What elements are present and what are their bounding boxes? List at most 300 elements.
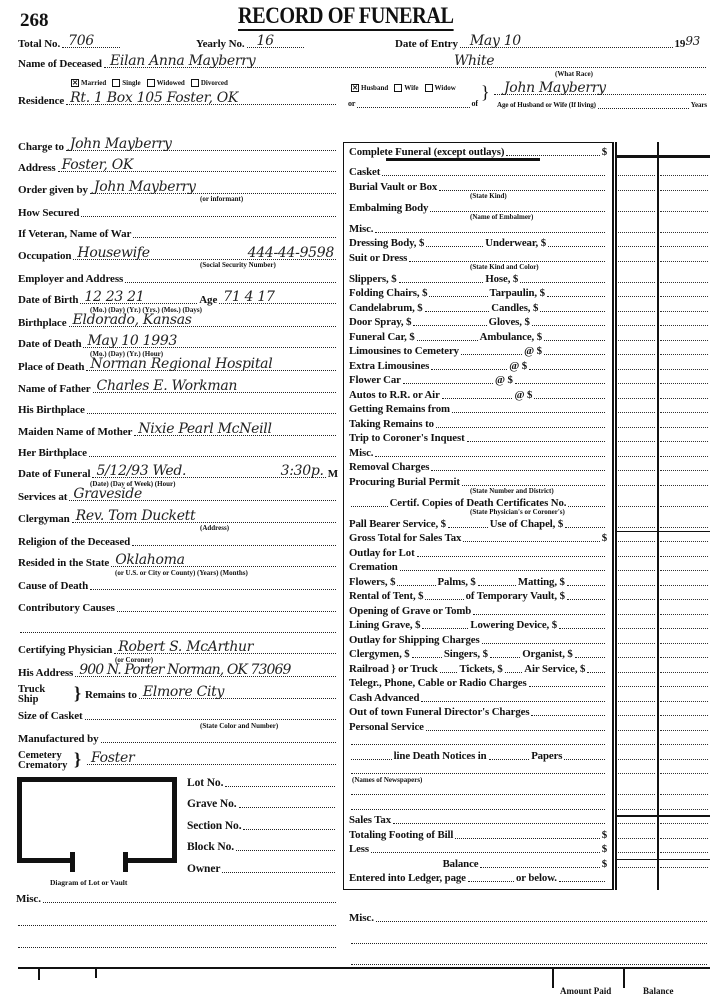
misc-line[interactable]	[349, 955, 709, 967]
amount-blank[interactable]	[440, 671, 458, 673]
amount-cell[interactable]	[660, 353, 708, 355]
block-no-field[interactable]: Block No.	[187, 841, 337, 853]
amount-cell[interactable]	[618, 598, 655, 600]
amount-cell[interactable]	[660, 189, 708, 191]
blank-row[interactable]	[349, 800, 607, 812]
pall-bearer-service-use-of-chapel-row[interactable]: Pall Bearer Service, $ Use of Chapel, $	[349, 518, 607, 530]
amount-cell[interactable]	[618, 353, 655, 355]
amount-blank[interactable]	[399, 281, 484, 283]
contributory-causes-field[interactable]	[18, 602, 338, 614]
amount-cell[interactable]	[660, 339, 708, 341]
slippers-hose-row[interactable]: Slippers, $ Hose, $	[349, 273, 607, 285]
occupation-field[interactable]	[18, 244, 338, 262]
field-value: Oklahoma	[115, 552, 185, 569]
date-of-entry-value: May 10	[469, 33, 521, 49]
misc-line[interactable]	[349, 934, 709, 946]
misc-line[interactable]	[16, 916, 338, 928]
amount-cell[interactable]	[618, 613, 655, 615]
amount-cell[interactable]	[660, 310, 708, 312]
amount-blank[interactable]	[397, 584, 435, 586]
amount-cell[interactable]	[660, 772, 708, 774]
amount-cell[interactable]	[618, 382, 655, 384]
amount-blank[interactable]	[567, 584, 605, 586]
removal-charges-row[interactable]: Removal Charges	[349, 461, 607, 473]
amount-cell[interactable]	[618, 440, 655, 442]
cremation-row[interactable]: Cremation	[349, 561, 607, 573]
amount-cell[interactable]	[660, 743, 708, 745]
amount-cell[interactable]	[618, 671, 655, 673]
amount-cell[interactable]	[660, 584, 708, 586]
field-label: Religion of the Deceased	[18, 535, 131, 548]
misc-row[interactable]: Misc.	[349, 223, 607, 235]
telegr-phone-cable-or-radio-charges-row[interactable]: Telegr., Phone, Cable or Radio Charges	[349, 677, 607, 689]
amount-cell[interactable]	[660, 174, 708, 176]
widowed-checkbox[interactable]	[147, 79, 155, 87]
clergymen-singers-organist-row[interactable]: Clergymen, $ Singers, $ Organist, $	[349, 648, 607, 660]
amount-cell[interactable]	[660, 455, 708, 457]
birthplace-field[interactable]	[18, 312, 338, 329]
amount-cell[interactable]	[660, 866, 708, 868]
row-caption: (Names of Newspapers)	[352, 775, 423, 784]
owner-field[interactable]: Owner	[187, 863, 337, 875]
lot-no-field[interactable]: Lot No.	[187, 777, 337, 789]
amount-cell[interactable]	[618, 397, 655, 399]
amount-blank[interactable]	[520, 281, 605, 283]
name-of-deceased-field[interactable]: Name of Deceased Eilan Anna Mayberry White	[18, 58, 708, 70]
amount-cell[interactable]	[618, 526, 655, 528]
footer-rule	[18, 967, 710, 969]
amount-cell[interactable]	[618, 808, 655, 810]
amount-cell[interactable]	[660, 540, 708, 542]
field-label: Date of Birth	[18, 294, 79, 306]
certif-copies-of-death-certificates-no-row[interactable]: Certif. Copies of Death Certificates No.	[349, 497, 607, 509]
taking-remains-to-row[interactable]: Taking Remains to	[349, 418, 607, 430]
amount-blank[interactable]	[351, 758, 392, 760]
amount-cell[interactable]	[660, 231, 708, 233]
railroad-or-truck-tickets-air-service-row[interactable]: Railroad } or Truck Tickets, $ Air Service, $	[349, 663, 607, 675]
amount-cell[interactable]	[660, 440, 708, 442]
blank-field[interactable]	[18, 623, 338, 635]
his-address-field[interactable]	[18, 662, 338, 680]
amount-cell[interactable]	[618, 729, 655, 731]
amount-cell[interactable]	[618, 837, 655, 839]
date-of-entry-field[interactable]: Date of Entry May 10 19 93	[395, 33, 700, 50]
amount-blank[interactable]	[431, 368, 507, 370]
amount-cell[interactable]	[660, 822, 708, 824]
amount-cell[interactable]	[660, 484, 708, 486]
cause-of-death-field[interactable]	[18, 580, 338, 592]
amount-cell[interactable]	[660, 700, 708, 702]
amount-cell[interactable]	[618, 260, 655, 262]
amount-blank[interactable]	[431, 469, 605, 471]
amount-cell[interactable]	[618, 281, 655, 283]
door-spray-gloves-row[interactable]: Door Spray, $ Gloves, $	[349, 316, 607, 328]
field-caption: (Social Security Number)	[200, 261, 276, 270]
entered-into-ledger-page-or-below-row[interactable]: Entered into Ledger, page or below.	[349, 872, 607, 884]
amount-cell[interactable]	[618, 469, 655, 471]
misc-line[interactable]	[16, 938, 338, 950]
suit-or-dress-row[interactable]: Suit or Dress	[349, 252, 607, 264]
amount-blank[interactable]	[413, 324, 486, 326]
amount-blank[interactable]	[559, 880, 605, 882]
field-label: Maiden Name of Mother	[18, 425, 133, 438]
amount-blank[interactable]	[442, 397, 513, 399]
charge-to-field[interactable]	[18, 136, 338, 153]
field-label: Manufactured by	[18, 733, 99, 746]
amount-cell[interactable]	[660, 324, 708, 326]
amount-blank[interactable]	[439, 189, 605, 191]
amount-blank[interactable]	[409, 260, 605, 262]
field-label: Employer and Address	[18, 272, 124, 285]
employer-and-address-field[interactable]	[18, 273, 338, 285]
amount-cell[interactable]	[618, 743, 655, 745]
marital-status-checkboxes[interactable]	[65, 79, 228, 87]
services-at-field[interactable]	[18, 486, 338, 504]
amount-blank[interactable]	[351, 772, 605, 774]
limousines-to-cemetery-row[interactable]: Limousines to Cemetery @ $	[349, 345, 607, 357]
amount-blank[interactable]	[351, 808, 605, 810]
amount-blank[interactable]	[426, 729, 605, 731]
embalming-body-row[interactable]: Embalming Body	[349, 202, 607, 214]
field-value: Elmore City	[142, 683, 225, 700]
amount-cell[interactable]	[660, 758, 708, 760]
amount-blank[interactable]	[393, 822, 605, 824]
field-value: Norman Regional Hospital	[90, 356, 273, 373]
flower-car-row[interactable]: Flower Car @ $	[349, 374, 607, 386]
amount-blank[interactable]	[473, 613, 605, 615]
total-no-field[interactable]: Total No. 706	[18, 38, 122, 50]
amount-blank[interactable]	[351, 793, 605, 795]
date-of-funeral-field[interactable]: Date of Funeral 5/12/93 Wed. 3:30p. M	[18, 463, 338, 481]
amount-cell[interactable]	[660, 656, 708, 658]
amount-cell[interactable]	[660, 808, 708, 810]
clergyman-field[interactable]	[18, 507, 338, 525]
amount-blank[interactable]	[351, 505, 388, 507]
balance-row[interactable]: Balance $	[349, 857, 607, 870]
divorced-label: Divorced	[200, 79, 228, 87]
amount-blank[interactable]	[532, 324, 605, 326]
bracket-glyph: }	[74, 682, 82, 703]
funeral-car-ambulance-row[interactable]: Funeral Car, $ Ambulance, $	[349, 331, 607, 343]
married-checkbox[interactable]: ✕	[72, 79, 78, 88]
amount-cell[interactable]	[618, 822, 655, 824]
blank-row[interactable]	[349, 764, 607, 776]
amount-blank[interactable]	[375, 231, 605, 233]
amount-cell[interactable]	[618, 656, 655, 658]
amount-blank[interactable]	[412, 656, 442, 658]
casket-row[interactable]: Casket	[349, 166, 607, 178]
amount-cell[interactable]	[618, 540, 655, 542]
amount-cell[interactable]	[660, 613, 708, 615]
amount-cell[interactable]	[660, 368, 708, 370]
amount-cell[interactable]	[618, 851, 655, 853]
amount-cell[interactable]	[660, 382, 708, 384]
amount-cell[interactable]	[660, 714, 708, 716]
candelabrum-candles-row[interactable]: Candelabrum, $ Candles, $	[349, 302, 607, 314]
amount-cell[interactable]	[660, 505, 708, 507]
outlay-for-lot-row[interactable]: Outlay for Lot	[349, 547, 607, 559]
certifying-physician-field[interactable]	[18, 639, 338, 657]
amount-cell[interactable]	[660, 569, 708, 571]
amount-cell[interactable]	[660, 526, 708, 528]
totaling-footing-of-bill-row[interactable]: Totaling Footing of Bill $	[349, 828, 607, 841]
amount-cell[interactable]	[618, 324, 655, 326]
amount-cell[interactable]	[618, 642, 655, 644]
amount-blank[interactable]	[540, 310, 605, 312]
amount-blank[interactable]	[544, 339, 605, 341]
shipment-method-label: Cemetery Crematory }	[18, 748, 82, 771]
wife-checkbox[interactable]	[394, 84, 402, 92]
amount-cell[interactable]	[618, 505, 655, 507]
amount-blank[interactable]	[515, 382, 605, 384]
amount-cell[interactable]	[660, 729, 708, 731]
secondary-value: 3:30p.	[280, 463, 324, 480]
amount-blank[interactable]	[425, 310, 490, 312]
field-caption: (or informant)	[200, 195, 244, 204]
amount-cell[interactable]	[618, 793, 655, 795]
amount-cell[interactable]	[618, 866, 655, 868]
amount-cell[interactable]	[618, 555, 655, 557]
section-no-field[interactable]: Section No.	[187, 820, 337, 832]
blank-row[interactable]	[349, 735, 607, 747]
amount-blank[interactable]	[529, 368, 605, 370]
opening-of-grave-or-tomb-row[interactable]: Opening of Grave or Tomb	[349, 605, 607, 617]
extra-limousines-row[interactable]: Extra Limousines @ $	[349, 360, 607, 372]
amount-cell[interactable]	[660, 851, 708, 853]
amount-blank[interactable]	[564, 758, 605, 760]
burial-vault-or-box-row[interactable]: Burial Vault or Box	[349, 181, 607, 193]
name-of-father-field[interactable]	[18, 377, 338, 395]
amount-cell[interactable]	[618, 310, 655, 312]
column-rule	[612, 142, 614, 890]
field-value: Charles E. Workman	[96, 377, 238, 394]
amount-blank[interactable]	[417, 555, 605, 557]
dressing-body-underwear-row[interactable]: Dressing Body, $ Underwear, $	[349, 237, 607, 249]
yearly-no-value: 16	[256, 33, 274, 49]
amount-blank[interactable]	[547, 295, 605, 297]
amount-cell[interactable]	[618, 685, 655, 687]
her-birthplace-field[interactable]	[18, 447, 338, 459]
spouse-age-field[interactable]: Age of Husband or Wife (If living) Years	[497, 101, 707, 109]
amount-blank[interactable]	[544, 353, 605, 355]
column-rule	[615, 859, 710, 861]
field-caption: (Mo.) (Day) (Yr.) (Hour)	[90, 349, 164, 358]
remains-to-field[interactable]	[85, 683, 338, 701]
amount-cell[interactable]	[660, 295, 708, 297]
autos-to-r-r-or-air-row[interactable]: Autos to R.R. or Air @ $	[349, 389, 607, 401]
amount-blank[interactable]	[489, 758, 530, 760]
how-secured-field[interactable]	[18, 207, 338, 219]
amount-cell[interactable]	[618, 772, 655, 774]
amount-cell[interactable]	[660, 598, 708, 600]
trip-to-coroner-s-inquest-row[interactable]: Trip to Coroner's Inquest	[349, 432, 607, 444]
order-given-by-field[interactable]	[18, 178, 338, 196]
amount-blank[interactable]	[462, 484, 605, 486]
amount-cell[interactable]	[618, 700, 655, 702]
cemetery-field[interactable]	[85, 749, 338, 767]
or-of-field[interactable]: or of	[348, 99, 478, 108]
amount-blank[interactable]	[559, 627, 605, 629]
amount-blank[interactable]	[403, 382, 493, 384]
date-of-death-field[interactable]	[18, 333, 338, 351]
amount-blank[interactable]	[375, 455, 605, 457]
page-number: 268	[20, 10, 49, 31]
amount-blank[interactable]	[425, 598, 463, 600]
address-field[interactable]	[18, 157, 338, 175]
field-label: Charge to	[18, 141, 64, 153]
out-of-town-funeral-director-s-charges-row[interactable]: Out of town Funeral Director's Charges	[349, 706, 607, 718]
less-row[interactable]: Less $	[349, 843, 607, 855]
amount-cell[interactable]	[618, 411, 655, 413]
field-caption: (or U.S. or City or County) (Years) (Months)	[115, 568, 248, 577]
field-label: Place of Death	[18, 361, 85, 374]
amount-blank[interactable]	[482, 642, 605, 644]
widow-label: Widow	[434, 84, 456, 92]
amount-blank[interactable]	[468, 880, 514, 882]
amount-blank[interactable]	[529, 685, 605, 687]
spouse-name-field[interactable]	[492, 80, 708, 97]
outlay-for-shipping-charges-row[interactable]: Outlay for Shipping Charges	[349, 634, 607, 646]
amount-cell[interactable]	[618, 174, 655, 176]
amount-blank[interactable]	[400, 569, 605, 571]
if-veteran-name-of-war-field[interactable]	[18, 228, 338, 240]
amount-blank[interactable]	[548, 245, 605, 247]
maiden-name-of-mother-field[interactable]	[18, 420, 338, 438]
amount-cell[interactable]	[660, 210, 708, 212]
amount-cell[interactable]	[660, 260, 708, 262]
amount-blank[interactable]	[461, 353, 522, 355]
amount-cell[interactable]	[618, 231, 655, 233]
amount-cell[interactable]	[618, 627, 655, 629]
resided-in-the-state-field[interactable]	[18, 552, 338, 570]
amount-blank[interactable]	[467, 440, 605, 442]
complete-funeral-except-outlays-row[interactable]: Complete Funeral (except outlays) $	[349, 146, 607, 158]
amount-cell[interactable]	[660, 642, 708, 644]
amount-blank[interactable]	[382, 174, 605, 176]
amount-cell[interactable]	[660, 671, 708, 673]
lot-diagram-entrance	[70, 852, 128, 872]
amount-blank[interactable]	[429, 295, 487, 297]
amount-blank[interactable]	[568, 505, 605, 507]
field-value: Robert S. McArthur	[118, 639, 254, 656]
rental-of-tent-of-temporary-vault-row[interactable]: Rental of Tent, $ of Temporary Vault, $	[349, 590, 607, 602]
amount-blank[interactable]	[531, 714, 605, 716]
field-label: His Birthplace	[18, 404, 85, 417]
field-value: Rev. Tom Duckett	[75, 507, 196, 524]
amount-blank[interactable]	[565, 526, 605, 528]
amount-cell[interactable]	[618, 758, 655, 760]
his-birthplace-field[interactable]	[18, 404, 338, 416]
cash-advanced-row[interactable]: Cash Advanced	[349, 692, 607, 704]
divorced-checkbox[interactable]	[191, 79, 199, 87]
date-of-birth-field[interactable]: Date of Birth 12 23 21 Age 71 4 17	[18, 294, 338, 306]
single-checkbox[interactable]	[112, 79, 120, 87]
year-value: 93	[685, 34, 700, 48]
amount-blank[interactable]	[426, 245, 483, 247]
amount-cell[interactable]	[660, 411, 708, 413]
amount-cell[interactable]	[618, 484, 655, 486]
grave-no-field[interactable]: Grave No.	[187, 798, 337, 810]
amount-cell[interactable]	[618, 210, 655, 212]
amount-cell[interactable]	[660, 837, 708, 839]
amount-blank[interactable]	[567, 598, 605, 600]
amount-blank[interactable]	[587, 671, 605, 673]
amount-blank[interactable]	[351, 743, 605, 745]
line-death-notices-in-papers-row[interactable]: line Death Notices in Papers	[349, 750, 607, 762]
place-of-death-field[interactable]	[18, 356, 338, 374]
religion-of-the-deceased-field[interactable]	[18, 536, 338, 548]
amount-blank[interactable]	[417, 339, 478, 341]
sales-tax-row[interactable]: Sales Tax	[349, 814, 607, 826]
misc-right-field[interactable]: Misc.	[349, 912, 709, 924]
amount-cell[interactable]	[660, 469, 708, 471]
amount-cell[interactable]	[618, 368, 655, 370]
misc-row[interactable]: Misc.	[349, 447, 607, 459]
size-of-casket-field[interactable]	[18, 710, 338, 722]
amount-cell[interactable]	[618, 245, 655, 247]
folding-chairs-tarpaulin-row[interactable]: Folding Chairs, $ Tarpaulin, $	[349, 287, 607, 299]
amount-cell[interactable]	[660, 397, 708, 399]
amount-blank[interactable]	[490, 656, 520, 658]
field-value: Housewife	[77, 244, 150, 261]
spouse-type-checkboxes[interactable]	[345, 84, 456, 92]
gross-total-for-sales-tax-row[interactable]: Gross Total for Sales Tax $	[349, 532, 607, 544]
amount-cell[interactable]	[618, 584, 655, 586]
amount-cell[interactable]	[660, 281, 708, 283]
amount-cell[interactable]	[660, 426, 708, 428]
amount-cell[interactable]	[618, 714, 655, 716]
amount-cell[interactable]	[618, 339, 655, 341]
flowers-palms-matting-row[interactable]: Flowers, $ Palms, $ Matting, $	[349, 576, 607, 588]
husband-checkbox[interactable]: ✕	[352, 84, 358, 93]
field-value: Graveside	[73, 486, 142, 503]
misc-field[interactable]: Misc.	[16, 893, 338, 905]
yearly-no-field[interactable]: Yearly No. 16	[196, 38, 306, 50]
amount-cell[interactable]	[660, 245, 708, 247]
amount-blank[interactable]	[478, 584, 516, 586]
getting-remains-from-row[interactable]: Getting Remains from	[349, 403, 607, 415]
widow-checkbox[interactable]	[425, 84, 433, 92]
amount-cell[interactable]	[618, 295, 655, 297]
amount-cell[interactable]	[618, 455, 655, 457]
amount-cell[interactable]	[660, 627, 708, 629]
amount-cell[interactable]	[660, 793, 708, 795]
balance-header: Balance	[643, 986, 674, 996]
procuring-burial-permit-row[interactable]: Procuring Burial Permit	[349, 476, 607, 488]
amount-blank[interactable]	[421, 700, 605, 702]
column-rule	[657, 142, 659, 890]
amount-blank[interactable]	[436, 426, 605, 428]
amount-blank[interactable]	[505, 671, 523, 673]
personal-service-row[interactable]: Personal Service	[349, 721, 607, 733]
amount-blank[interactable]	[448, 526, 488, 528]
amount-blank[interactable]	[452, 411, 605, 413]
amount-blank[interactable]	[430, 210, 605, 212]
amount-cell[interactable]	[660, 555, 708, 557]
amount-blank[interactable]	[422, 627, 468, 629]
manufactured-by-field[interactable]	[18, 733, 338, 745]
field-label: Date of Funeral	[18, 468, 91, 481]
residence-field[interactable]: Residence Rt. 1 Box 105 Foster, OK	[18, 95, 338, 107]
amount-cell[interactable]	[618, 189, 655, 191]
lining-grave-lowering-device-row[interactable]: Lining Grave, $ Lowering Device, $	[349, 619, 607, 631]
amount-cell[interactable]	[618, 426, 655, 428]
amount-blank[interactable]	[534, 397, 605, 399]
blank-row[interactable]	[349, 785, 607, 797]
amount-cell[interactable]	[618, 569, 655, 571]
amount-blank[interactable]	[575, 656, 605, 658]
amount-cell[interactable]	[660, 685, 708, 687]
